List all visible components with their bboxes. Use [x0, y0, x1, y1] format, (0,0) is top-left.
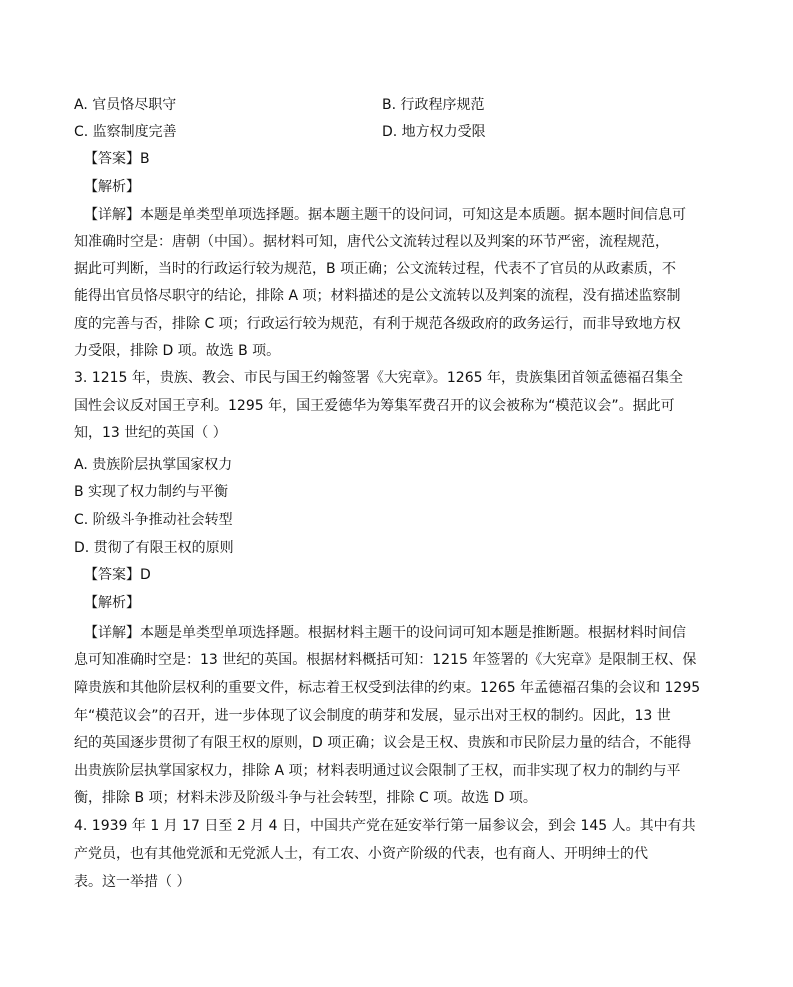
q4-stem-line: 表。这一举措（ ）: [74, 874, 191, 890]
q3-option-c: C. 阶级斗争推动社会转型: [74, 512, 233, 528]
q3-option-b: B 实现了权力制约与平衡: [74, 484, 229, 500]
q3-detail-line: 纪的英国逐步贯彻了有限王权的原则，D 项正确；议会是王权、贵族和市民阶层力量的结合，不能得: [74, 735, 692, 751]
q3-stem-line: 知，13 世纪的英国（ ）: [74, 425, 227, 441]
q2-detail-line: 力受限，排除 D 项。故选 B 项。: [74, 343, 281, 359]
q2-option-a: A. 官员恪尽职守: [74, 97, 177, 113]
q2-option-b: B. 行政程序规范: [382, 97, 485, 113]
q4-stem-line: 4. 1939 年 1 月 17 日至 2 月 4 日，中国共产党在延安举行第一届参议会，到会 145 人。其中有共: [74, 818, 696, 834]
q2-analysis-heading: 【解析】: [84, 179, 140, 195]
q2-detail-line: 据此可判断，当时的行政运行较为规范，B 项正确；公文流转过程，代表不了官员的从政素质，不: [74, 261, 677, 277]
q3-answer: 【答案】D: [84, 567, 151, 583]
q3-option-a: A. 贵族阶层执掌国家权力: [74, 457, 233, 473]
q3-detail-line: 【详解】本题是单类型单项选择题。根据材料主题干的设问词可知本题是推断题。根据材料时间信: [84, 625, 686, 641]
q3-detail-line: 年“模范议会”的召开，进一步体现了议会制度的萌芽和发展，显示出对王权的制约。因此，13 世: [74, 708, 671, 724]
q2-answer: 【答案】B: [84, 151, 150, 167]
q3-detail-line: 衡，排除 B 项；材料未涉及阶级斗争与社会转型，排除 C 项。故选 D 项。: [74, 790, 537, 806]
q3-stem-line: 国性会议反对国王亨利。1295 年，国王爱德华为筹集军费召开的议会被称为“模范议会”。据此可: [74, 398, 675, 414]
q2-detail-line: 【详解】本题是单类型单项选择题。据本题主题干的设问词，可知这是本质题。据本题时间信息可: [84, 207, 686, 223]
q3-analysis-heading: 【解析】: [84, 595, 140, 611]
q4-stem-line: 产党员，也有其他党派和无党派人士，有工农、小资产阶级的代表，也有商人、开明绅士的代: [74, 846, 648, 862]
q2-detail-line: 知准确时空是：唐朝（中国）。据材料可知，唐代公文流转过程以及判案的环节严密，流程规范，: [74, 234, 669, 250]
q2-detail-line: 度的完善与否，排除 C 项；行政运行较为规范，有利于规范各级政府的政务运行，而非导致地方权: [74, 316, 681, 332]
q2-option-d: D. 地方权力受限: [382, 124, 486, 140]
q2-detail-line: 能得出官员恪尽职守的结论，排除 A 项；材料描述的是公文流转以及判案的流程，没有描述监察制: [74, 288, 681, 304]
q3-stem-line: 3. 1215 年，贵族、教会、市民与国王约翰签署《大宪章》。1265 年，贵族集团首领孟德福召集全: [74, 370, 683, 386]
q3-detail-line: 障贵族和其他阶层权利的重要文件，标志着王权受到法律的约束。1265 年孟德福召集的会议和 1295: [74, 680, 701, 696]
q2-option-c: C. 监察制度完善: [74, 124, 177, 140]
q3-option-d: D. 贯彻了有限王权的原则: [74, 540, 234, 556]
q3-detail-line: 息可知准确时空是：13 世纪的英国。根据材料概括可知：1215 年签署的《大宪章》是限制王权、保: [74, 652, 697, 668]
q3-detail-line: 出贵族阶层执掌国家权力，排除 A 项；材料表明通过议会限制了王权，而非实现了权力的制约与平: [74, 763, 681, 779]
